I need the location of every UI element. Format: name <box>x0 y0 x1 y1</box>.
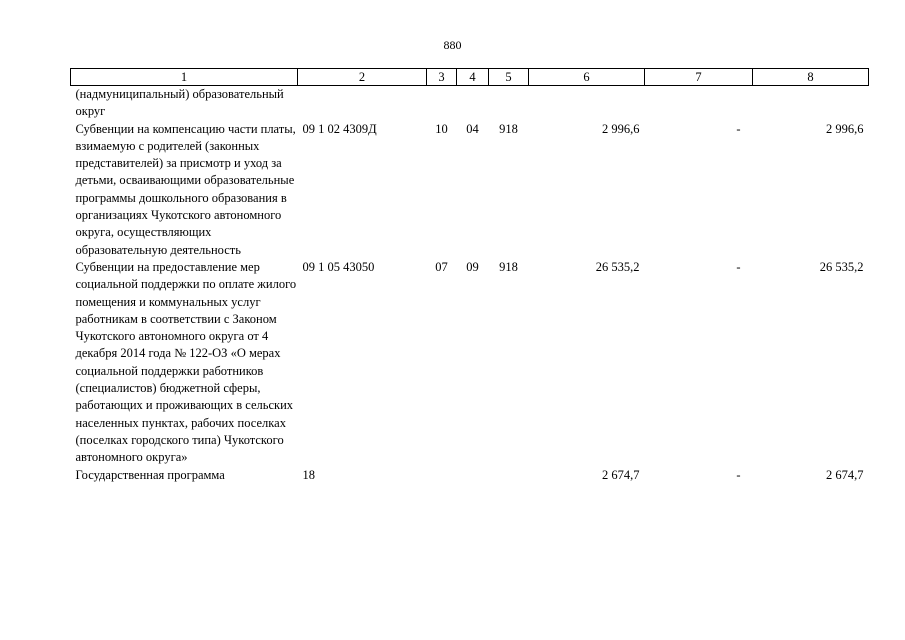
row-col7-cell: - <box>736 259 741 274</box>
row-name-cell: Государственная программа <box>75 467 225 482</box>
row-col3-cell <box>427 467 457 484</box>
column-header-6: 6 <box>529 69 645 86</box>
table-row <box>71 467 869 484</box>
row-col3-cell <box>427 86 457 121</box>
row-code-cell: 18 <box>302 467 315 482</box>
row-col7-cell: - <box>736 121 741 136</box>
row-col5-cell <box>489 86 529 121</box>
row-name-cell: (надмуниципальный) образовательный округ <box>75 87 284 119</box>
row-name-cell: Субвенции на предоставление мер социальной поддержки по оплате жилого помещения и коммунальных услуг работникам в соответствии с Законом Чукотского автономного округа от 4 декабря 2014 года № 122-ОЗ «О мерах социальной поддержки работников (специалистов) бюджетной сферы, работающих и проживающих в сельских населенных пунктах, рабочих поселках (поселках городского типа) Чукотского автономного округа» <box>75 259 297 465</box>
column-header-5: 5 <box>489 69 529 86</box>
row-code-cell: 09 1 05 43050 <box>302 259 375 274</box>
row-col7-cell <box>645 86 753 121</box>
table-header-row <box>71 69 869 86</box>
row-col8-cell: 2 996,6 <box>826 121 864 136</box>
row-col3-cell: 10 <box>435 121 448 136</box>
row-col4-cell: 09 <box>466 259 479 274</box>
row-col8-cell: 26 535,2 <box>819 259 864 274</box>
column-header-2: 2 <box>298 69 427 86</box>
table-row <box>71 121 869 259</box>
row-col6-cell: 2 996,6 <box>602 121 640 136</box>
row-col6-cell <box>529 86 645 121</box>
row-col8-cell: 2 674,7 <box>826 467 864 482</box>
column-header-7: 7 <box>645 69 753 86</box>
column-header-8: 8 <box>753 69 869 86</box>
page-number: 880 <box>443 38 462 52</box>
row-name-cell: Субвенции на компенсацию части платы, взимаемую с родителей (законных представителей) за присмотр и уход за детьми, осваивающими образовательные программы дошкольного образования в организациях Чукотского автономного округа, осуществляющих образовательную деятельность <box>75 121 296 257</box>
column-header-3: 3 <box>427 69 457 86</box>
row-col6-cell: 26 535,2 <box>595 259 640 274</box>
column-header-1: 1 <box>71 69 298 86</box>
row-col7-cell: - <box>736 467 741 482</box>
row-col4-cell <box>457 86 489 121</box>
row-col4-cell: 04 <box>466 121 479 136</box>
row-code-cell: 09 1 02 4309Д <box>302 121 377 136</box>
row-col6-cell: 2 674,7 <box>602 467 640 482</box>
row-col5-cell: 918 <box>499 121 518 136</box>
row-col4-cell <box>457 467 489 484</box>
row-col8-cell <box>753 86 869 121</box>
budget-table <box>70 68 869 484</box>
row-col3-cell: 07 <box>435 259 448 274</box>
table-row <box>71 259 869 467</box>
table-row <box>71 86 869 121</box>
row-col5-cell: 918 <box>499 259 518 274</box>
row-code-cell <box>298 86 427 121</box>
column-header-4: 4 <box>457 69 489 86</box>
row-col5-cell <box>489 467 529 484</box>
